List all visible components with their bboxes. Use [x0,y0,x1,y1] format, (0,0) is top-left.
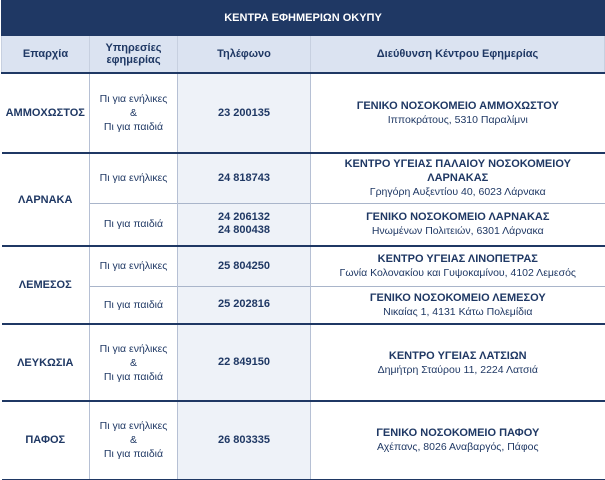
phone-cell: 26 803335 [178,401,311,479]
district-cell: ΛΑΡΝΑΚΑ [2,153,90,246]
address-cell: ΚΕΝΤΡΟ ΥΓΕΙΑΣ ΛΙΝΟΠΕΤΡΑΣ Γωνία Κολονακίου και Γυψοκαμίνου, 4102 Λεμεσός [311,246,605,286]
on-call-centers-table [1,0,605,480]
address-cell: ΚΕΝΤΡΟ ΥΓΕΙΑΣ ΠΑΛΑΙΟΥ ΝΟΣΟΚΟΜΕΙΟΥ ΛΑΡΝΑΚΑΣ Γρηγόρη Αυξεντίου 40, 6023 Λάρνακα [311,153,605,203]
services-cell: Πι για ενήλικες [90,153,178,203]
table-row [2,324,605,401]
address-cell: ΓΕΝΙΚΟ ΝΟΣΟΚΟΜΕΙΟ ΛΕΜΕΣΟΥ Νικαίας 1, 4131 Κάτω Πολεμίδια [311,286,605,324]
header-services [90,36,178,74]
district-cell: ΛΕΥΚΩΣΙΑ [2,324,90,401]
header-services-line2: εφημερίας [106,54,161,66]
table-row [2,73,605,153]
services-cell: Πι για παιδιά [90,286,178,324]
phone-cell: 25 804250 [178,246,311,286]
address-cell: ΓΕΝΙΚΟ ΝΟΣΟΚΟΜΕΙΟ ΛΑΡΝΑΚΑΣ Ηνωμένων Πολιτειών, 6301 Λάρνακα [311,203,605,246]
table-row [2,246,605,286]
phone-cell: 23 200135 [178,73,311,153]
phone-cell: 22 849150 [178,324,311,401]
table-body [2,73,605,479]
table-row [2,401,605,479]
header-address: Διεύθυνση Κέντρου Εφημερίας [311,36,605,74]
header-services-line1: Υπηρεσίες [105,42,162,54]
phone-cell: 25 202816 [178,286,311,324]
table-title: ΚΕΝΤΡΑ ΕΦΗΜΕΡΙΩΝ ΟΚΥΠΥ [2,1,605,36]
header-phone: Τηλέφωνο [178,36,311,74]
phone-cell: 24 818743 [178,153,311,203]
services-cell: Πι για ενήλικες & Πι για παιδιά [90,73,178,153]
phone-cell: 24 206132 24 800438 [178,203,311,246]
district-cell: ΠΑΦΟΣ [2,401,90,479]
address-cell: ΓΕΝΙΚΟ ΝΟΣΟΚΟΜΕΙΟ ΠΑΦΟΥ Αχέπανς, 8026 Αναβαργός, Πάφος [311,401,605,479]
district-cell: ΑΜΜΟΧΩΣΤΟΣ [2,73,90,153]
services-cell: Πι για ενήλικες & Πι για παιδιά [90,324,178,401]
services-cell: Πι για παιδιά [90,203,178,246]
district-cell: ΛΕΜΕΣΟΣ [2,246,90,324]
services-cell: Πι για ενήλικες [90,246,178,286]
address-cell: ΓΕΝΙΚΟ ΝΟΣΟΚΟΜΕΙΟ ΑΜΜΟΧΩΣΤΟΥ Ιπποκράτους, 5310 Παραλίμνι [311,73,605,153]
table-row [2,203,605,246]
header-district: Επαρχία [2,36,90,74]
table-row [2,286,605,324]
address-cell: ΚΕΝΤΡΟ ΥΓΕΙΑΣ ΛΑΤΣΙΩΝ Δημήτρη Σταύρου 11, 2224 Λατσιά [311,324,605,401]
table-row [2,153,605,203]
services-cell: Πι για ενήλικες & Πι για παιδιά [90,401,178,479]
